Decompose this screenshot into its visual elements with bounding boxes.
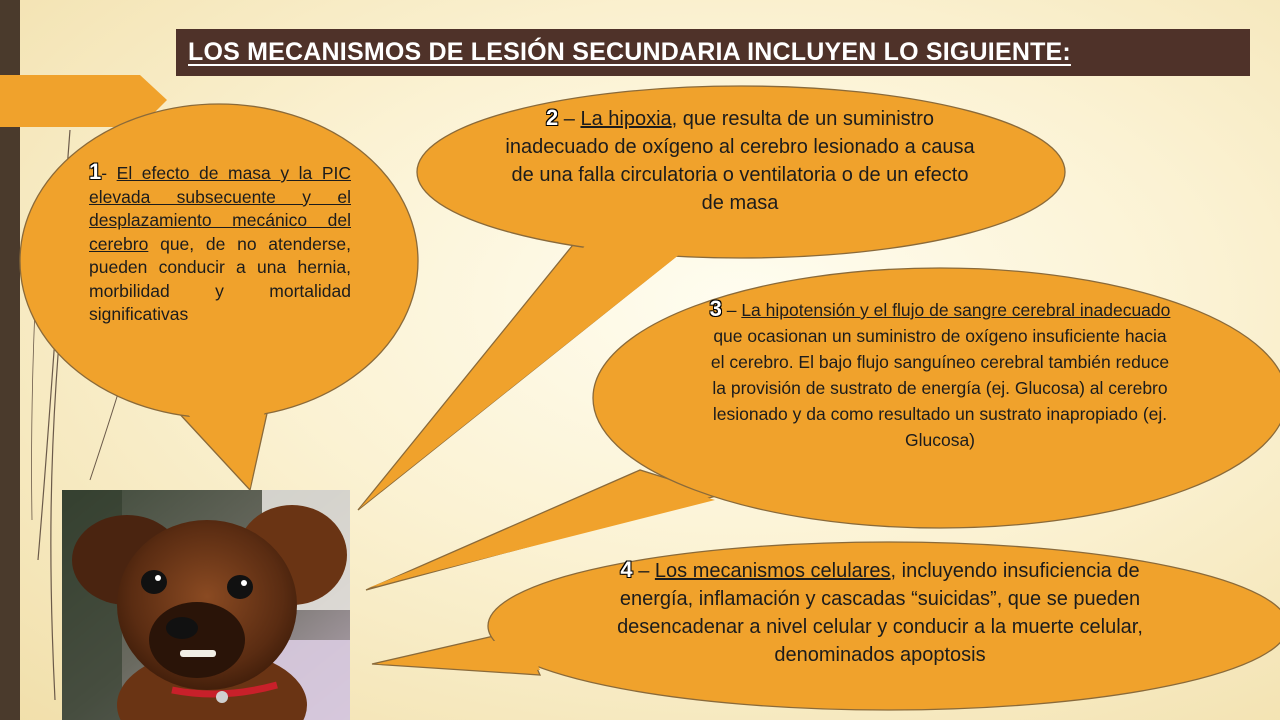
slide-title: LOS MECANISMOS DE LESIÓN SECUNDARIA INCLUYEN LO SIGUIENTE: xyxy=(176,29,1250,76)
bubble-4-text xyxy=(600,556,1160,669)
bubble-4-number: 4 xyxy=(620,557,633,582)
bubble-3-dash: – xyxy=(721,300,742,320)
bubble-2-dash: – xyxy=(558,108,581,130)
bubble-2-rest: , que resulta de un suministro inadecuado de oxígeno al cerebro lesionado a causa de una falla circulatoria o ventilatoria o de un efecto de masa xyxy=(505,108,975,214)
bubble-3-rest: que ocasionan un suministro de oxígeno insuficiente hacia el cerebro. El bajo flujo sanguíneo cerebral también reduce la provisión de sustrato de energía (ej. Glucosa) al cerebro lesionado y da como resultado un sustrato inapropiado (ej. Glucosa) xyxy=(710,326,1170,450)
bubble-2-text xyxy=(500,104,980,217)
bubble-1-dash: - xyxy=(101,163,117,183)
bubble-1-number: 1 xyxy=(89,159,102,184)
bubble-2-underlined: La hipoxia xyxy=(580,108,672,130)
bubble-4-underlined: Los mecanismos celulares xyxy=(654,560,891,582)
bubble-1-rest: que, de no atenderse, pueden conducir a una hernia, morbilidad y mortalidad significativas xyxy=(89,233,351,324)
bubble-4-rest: , incluyendo insuficiencia de energía, inflamación y cascadas “suicidas”, que se pueden desencadenar a nivel celular y conducir a la muerte celular, denominados apoptosis xyxy=(617,560,1143,666)
bubble-3-text xyxy=(705,296,1175,453)
bubble-1-text xyxy=(89,160,351,327)
bubble-4-dash: – xyxy=(632,560,655,582)
bubble-2-number: 2 xyxy=(545,105,559,130)
bubble-3-number: 3 xyxy=(709,296,722,321)
bubble-3-underlined: La hipotensión y el flujo de sangre cerebral inadecuado xyxy=(741,300,1171,320)
dog-photo xyxy=(62,490,350,720)
bubble-1-underlined: El efecto de masa y la PIC elevada subsecuente y el desplazamiento mecánico del cerebro xyxy=(89,163,351,254)
